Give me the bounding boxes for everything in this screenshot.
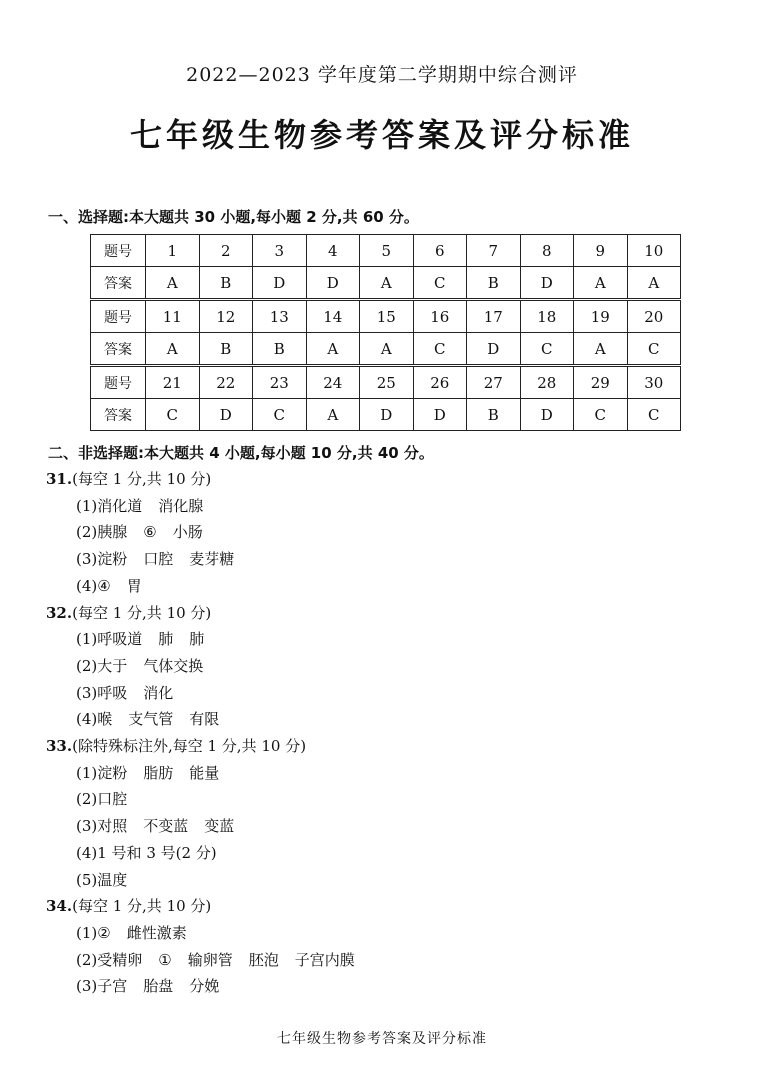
answer-text: 有限 [189,710,220,729]
answer-text: 消化 [143,683,174,702]
question-number: 31. [46,470,73,488]
answer-text: 胃 [126,576,142,595]
question-number-cell: 14 [306,301,360,333]
answer-cell: D [253,267,307,299]
question-number-row [91,301,681,333]
question-number-cell: 22 [199,367,253,399]
answer-line [76,521,203,542]
answer-cell: A [627,267,681,299]
section-heading-choice: 一、选择题:本大题共 30 小题,每小题 2 分,共 60 分。 [48,208,419,226]
answer-text: (2)胰腺 [76,523,128,542]
answer-text: (1)呼吸道 [76,630,143,649]
answer-line [76,708,219,729]
answer-row-label: 答案 [91,333,146,365]
answer-text: 胎盘 [143,977,174,996]
question-header [46,735,306,756]
answer-cell: A [360,267,414,299]
answer-text: 不变蓝 [143,817,189,836]
question-number-cell: 9 [574,235,628,267]
answer-line [76,975,219,996]
question-number-cell: 26 [413,367,467,399]
question-number-row-label: 题号 [91,301,146,333]
question-number-cell: 11 [146,301,200,333]
question-number-cell: 17 [467,301,521,333]
question-number-cell: 12 [199,301,253,333]
question-header [46,895,211,916]
question-number-cell: 28 [520,367,574,399]
answer-row-label: 答案 [91,399,146,431]
scoring-note: (每空 1 分,共 10 分) [72,470,212,488]
question-number-cell: 30 [627,367,681,399]
answer-text: 胚泡 [248,950,279,969]
answer-line [76,495,203,516]
question-header [46,602,211,623]
exam-subtitle: 2022—2023 学年度第二学期期中综合测评 [186,64,578,86]
answer-cell: C [413,333,467,365]
answer-cell: D [520,399,574,431]
answer-text: 能量 [189,763,220,782]
answer-text: (2)受精卵 [76,950,143,969]
question-number-cell: 8 [520,235,574,267]
question-number-cell: 15 [360,301,414,333]
question-number-row [91,235,681,267]
answer-row [91,333,681,365]
answer-text: ① [158,950,172,969]
answer-line [76,682,173,703]
answer-text: (3)子宫 [76,977,128,996]
question-number-cell: 25 [360,367,414,399]
answer-cell: B [467,399,521,431]
answer-line [76,922,187,943]
answer-cell: C [627,399,681,431]
answer-text: 变蓝 [204,817,235,836]
answer-line [76,575,142,596]
question-number-cell: 7 [467,235,521,267]
question-number-row [91,367,681,399]
page-title: 七年级生物参考答案及评分标准 [129,116,634,154]
answer-cell: C [627,333,681,365]
answer-table-group-2 [90,300,681,365]
answer-text: (3)对照 [76,817,128,836]
answer-text: (3)淀粉 [76,550,128,569]
answer-cell: D [413,399,467,431]
scoring-note: (除特殊标注外,每空 1 分,共 10 分) [72,737,307,755]
answer-line [76,842,217,863]
answer-text: 子宫内膜 [294,950,355,969]
answer-text: 气体交换 [143,656,204,675]
answer-text: 雌性激素 [126,923,187,942]
question-number-cell: 18 [520,301,574,333]
answer-cell: D [520,267,574,299]
answer-text: 小肠 [172,523,203,542]
answer-line [76,762,219,783]
answer-text: 肺 [158,630,174,649]
question-number-cell: 2 [199,235,253,267]
page-footer: 七年级生物参考答案及评分标准 [277,1031,487,1047]
question-number-cell: 10 [627,235,681,267]
answer-cell: A [146,267,200,299]
question-number-cell: 21 [146,367,200,399]
answer-line [76,869,127,890]
question-number-cell: 3 [253,235,307,267]
answer-cell: B [199,333,253,365]
answer-table-group-1 [90,234,681,299]
answer-line [76,949,355,970]
question-header [46,468,211,489]
answer-cell: A [306,333,360,365]
answer-cell: A [360,333,414,365]
answer-text: 麦芽糖 [189,550,235,569]
answer-cell: D [199,399,253,431]
answer-text: ⑥ [143,523,157,542]
question-number: 32. [46,603,73,622]
question-number-cell: 5 [360,235,414,267]
answer-cell: C [146,399,200,431]
answer-table-group-3 [90,366,681,431]
answer-text: (5)温度 [76,870,128,889]
answer-line [76,788,127,809]
answer-cell: A [574,267,628,299]
answer-row [91,399,681,431]
answer-cell: D [306,267,360,299]
answer-cell: B [467,267,521,299]
question-number-cell: 24 [306,367,360,399]
question-number-cell: 6 [413,235,467,267]
answer-cell: A [574,333,628,365]
question-number-row-label: 题号 [91,235,146,267]
question-number-cell: 27 [467,367,521,399]
answer-cell: C [253,399,307,431]
answer-text: (1)淀粉 [76,763,128,782]
answer-text: 输卵管 [187,950,233,969]
answer-cell: B [253,333,307,365]
question-number-cell: 1 [146,235,200,267]
question-number-cell: 23 [253,367,307,399]
scoring-note: (每空 1 分,共 10 分) [72,897,212,916]
answer-line [76,548,234,569]
answer-cell: A [306,399,360,431]
answer-text: (2)口腔 [76,790,128,809]
answer-cell: D [360,399,414,431]
question-number-cell: 19 [574,301,628,333]
answer-text: (3)呼吸 [76,683,128,702]
answer-text: 口腔 [143,550,174,569]
section-heading-nonchoice: 二、非选择题:本大题共 4 小题,每小题 10 分,共 40 分。 [48,444,434,462]
answer-text: (1)② [76,923,111,942]
answer-text: (4)④ [76,576,111,595]
answer-text: 消化腺 [158,496,204,515]
question-number-cell: 29 [574,367,628,399]
answer-cell: A [146,333,200,365]
answer-cell: C [413,267,467,299]
answer-line [76,655,203,676]
answer-text: 肺 [189,630,205,649]
question-number: 33. [46,737,73,755]
answer-row-label: 答案 [91,267,146,299]
question-number-row-label: 题号 [91,367,146,399]
answer-text: 脂肪 [143,763,174,782]
question-number-cell: 20 [627,301,681,333]
scoring-note: (每空 1 分,共 10 分) [72,603,212,622]
answer-cell: B [199,267,253,299]
answer-row [91,267,681,299]
answer-line [76,628,204,649]
answer-text: (1)消化道 [76,496,143,515]
answer-line [76,815,234,836]
answer-text: (2)大于 [76,656,128,675]
answer-cell: D [467,333,521,365]
question-number: 34. [46,897,73,916]
question-number-cell: 4 [306,235,360,267]
question-number-cell: 16 [413,301,467,333]
answer-cell: C [520,333,574,365]
answer-text: (4)1 号和 3 号(2 分) [76,843,217,862]
answer-text: (4)喉 [76,710,113,729]
answer-text: 分娩 [189,977,220,996]
question-number-cell: 13 [253,301,307,333]
answer-text: 支气管 [128,710,174,729]
answer-cell: C [574,399,628,431]
